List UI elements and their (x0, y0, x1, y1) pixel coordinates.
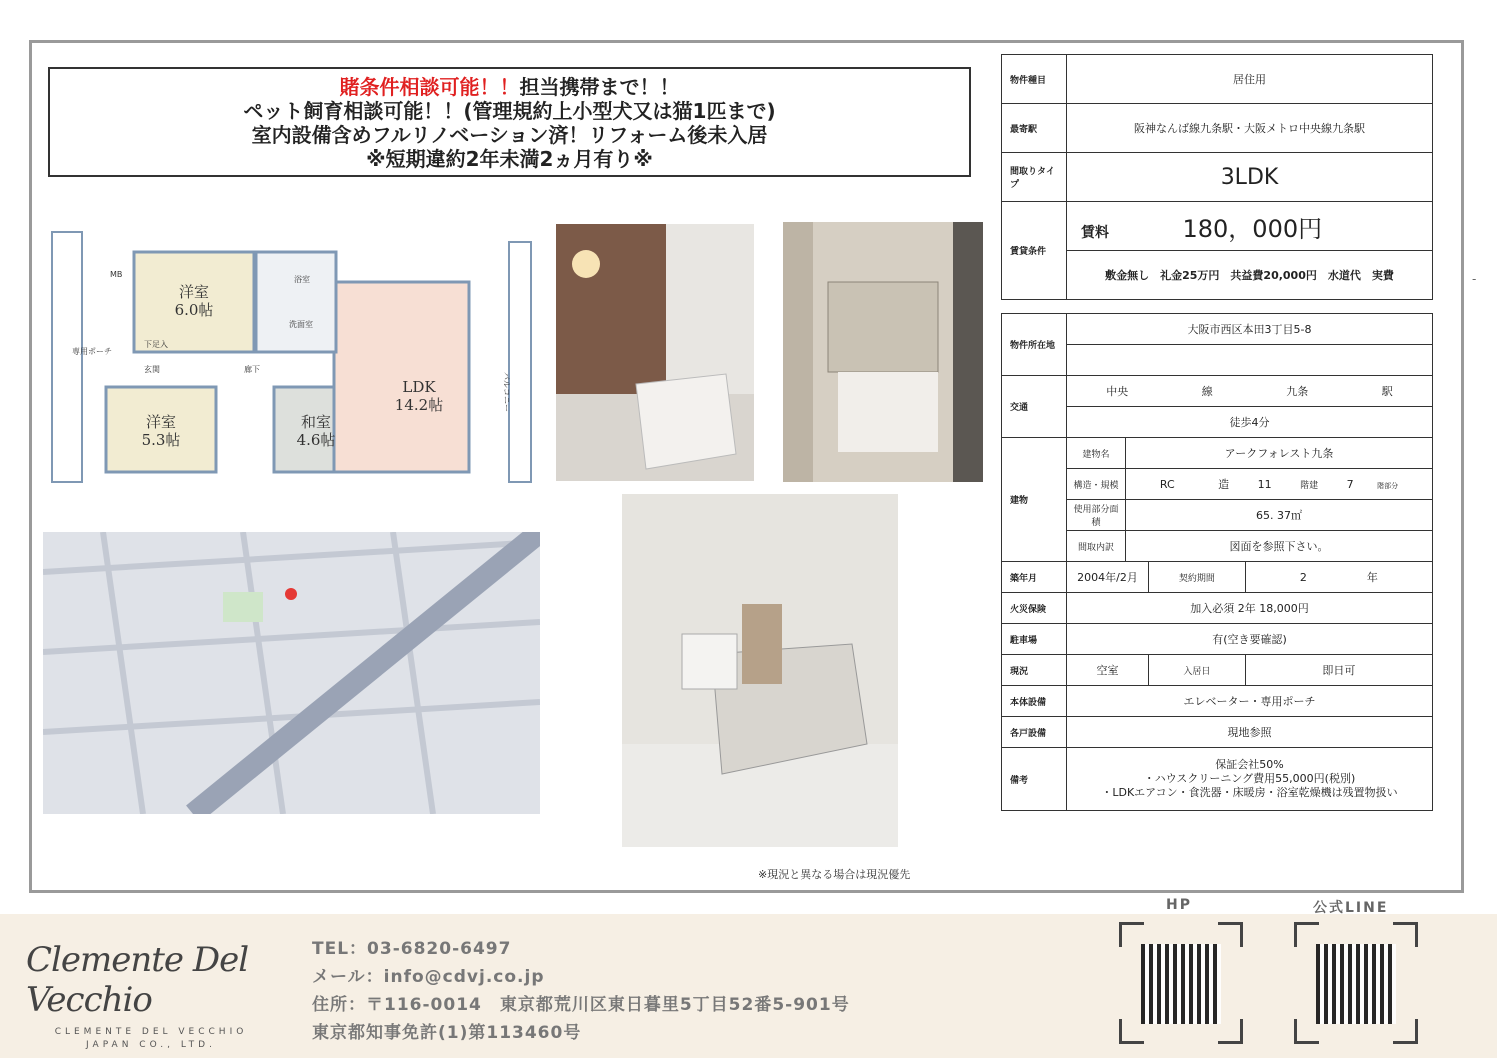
qr-line-label: 公式LINE (1313, 900, 1389, 916)
fp-ldk-size: 14.2帖 (394, 396, 444, 414)
qr-line-icon[interactable] (1294, 922, 1418, 1044)
station-suffix: 駅 (1381, 385, 1393, 398)
layout-value: 3LDK (1067, 153, 1433, 202)
floors: 11 (1257, 478, 1272, 491)
type-value: 居住用 (1067, 55, 1433, 104)
movein-value: 即日可 (1245, 655, 1432, 686)
contact-block (312, 935, 850, 1047)
remarks-3: ・LDKエアコン・食洗器・床暖房・浴室乾燥機は残置物扱い (1101, 786, 1398, 799)
transport-label: 交通 (1002, 376, 1067, 438)
fp-shoebox: 下足入 (144, 340, 168, 349)
bname-value: アークフォレスト九条 (1126, 438, 1433, 469)
walk-value: 徒歩4分 (1067, 407, 1433, 438)
fp-entrance: 玄関 (144, 365, 160, 374)
logo-sub2: JAPAN CO., LTD. (86, 1040, 216, 1050)
fp-room2: 洋室 (145, 413, 177, 431)
fp-wash: 洗面室 (289, 320, 313, 329)
remarks-1: 保証会社50% (1215, 758, 1284, 771)
fp-room1: 洋室 (178, 283, 210, 301)
built-label: 築年月 (1002, 562, 1067, 593)
station-value: 阪神なんば線九条駅・大阪メトロ中央線九条駅 (1067, 104, 1433, 153)
line-name: 中央 (1106, 385, 1129, 398)
unit-label: 各戸設備 (1002, 717, 1067, 748)
contract-label: 契約期間 (1149, 562, 1246, 593)
fp-porch: 専用ポーチ (72, 347, 112, 356)
bname-label: 建物名 (1067, 438, 1126, 469)
qr-hp-label: HP (1166, 897, 1192, 913)
license: 東京都知事免許(1)第113460号 (312, 1023, 582, 1043)
parking-value: 有(空き要確認) (1067, 624, 1433, 655)
rent-terms: 敷金無し 礼金25万円 共益費20,000円 水道代 実費 (1067, 251, 1433, 300)
facility-label: 本体設備 (1002, 686, 1067, 717)
qr-hp-icon[interactable] (1119, 922, 1243, 1044)
area-value: 65. 37㎡ (1126, 500, 1433, 531)
margin-mark: - (1472, 272, 1477, 286)
notice-line3: 室内設備含めフルリノベーション済！リフォーム後未入居 (251, 123, 768, 147)
remarks-2: ・ハウスクリーニング費用55,000円(税別) (1143, 772, 1356, 785)
plan-value: 図面を参照下さい。 (1126, 531, 1433, 562)
unit-value: 現地参照 (1067, 717, 1433, 748)
floor-no: 7 (1346, 478, 1354, 491)
contract-value: 2 (1299, 571, 1307, 584)
building-label: 建物 (1002, 438, 1067, 562)
status-label: 現況 (1002, 655, 1067, 686)
tel[interactable]: TEL：03-6820-6497 (312, 939, 512, 959)
company-logo (26, 940, 276, 1052)
status-value: 空室 (1067, 655, 1149, 686)
plan-label: 間取内訳 (1067, 531, 1126, 562)
facility-value: エレベーター・専用ポーチ (1067, 686, 1433, 717)
rent-label: 賃料 (1081, 224, 1109, 241)
floorplan (44, 222, 539, 484)
fp-bath: 浴室 (294, 275, 310, 284)
notice-line2: ペット飼育相談可能！！(管理規約上小型犬又は猫1匹まで) (243, 99, 776, 123)
remarks-label: 備考 (1002, 748, 1067, 811)
fp-corridor: 廊下 (244, 365, 260, 374)
zo: 造 (1218, 478, 1230, 491)
notice-line4: ※短期違約2年未満2ヵ月有り※ (366, 147, 653, 171)
logo-sub1: CLEMENTE DEL VECCHIO (54, 1027, 248, 1037)
type-label: 物件種目 (1002, 55, 1067, 104)
fp-balcony: バルコニー (502, 372, 511, 412)
company-address: 住所：〒116-0014 東京都荒川区東日暮里5丁目52番5-901号 (312, 995, 850, 1015)
fp-ldk: LDK (402, 378, 436, 396)
station-label: 最寄駅 (1002, 104, 1067, 153)
fp-room1-size: 6.0帖 (174, 301, 214, 319)
notice-line1: 担当携帯まで！！ (519, 75, 680, 99)
notice-red: 賭条件相談可能！！ (339, 75, 520, 99)
rent-value: 180，000円 (1182, 214, 1323, 243)
spec-table-2 (1001, 313, 1433, 811)
insurance-label: 火災保険 (1002, 593, 1067, 624)
built-value: 2004年/2月 (1067, 562, 1149, 593)
floor-part: 階部分 (1377, 482, 1399, 490)
fp-mb: MB (110, 270, 123, 279)
logo-script: Clemente Del Vecchio (26, 940, 249, 1020)
bathroom-photo (556, 224, 754, 481)
structure-value: RC (1159, 478, 1175, 491)
spec-table-1 (1001, 54, 1433, 300)
notice-box (48, 67, 971, 177)
parking-label: 駐車場 (1002, 624, 1067, 655)
area-map (43, 532, 540, 814)
fp-room3: 和室 (300, 413, 332, 431)
movein-label: 入居日 (1149, 655, 1246, 686)
washroom-photo (783, 222, 983, 482)
insurance-value: 加入必須 2年 18,000円 (1067, 593, 1433, 624)
fp-room2-size: 5.3帖 (141, 431, 181, 449)
fp-room3-size: 4.6帖 (296, 431, 336, 449)
floors-label: 階建 (1300, 481, 1319, 491)
kitchen-photo (622, 494, 898, 847)
address-label: 物件所在地 (1002, 314, 1067, 376)
mail[interactable]: メール：info@cdvj.co.jp (312, 967, 545, 987)
layout-label: 間取りタイプ (1002, 153, 1067, 202)
area-label: 使用部分面積 (1067, 500, 1126, 531)
line-suffix: 線 (1201, 385, 1213, 398)
station-name: 九条 (1286, 385, 1309, 398)
contract-unit: 年 (1366, 571, 1378, 584)
address-value: 大阪市西区本田3丁目5-8 (1067, 314, 1433, 345)
note-text: ※現況と異なる場合は現況優先 (758, 868, 911, 881)
structure-label: 構造・規模 (1067, 469, 1126, 500)
rent-section-label: 賃貸条件 (1002, 202, 1067, 300)
